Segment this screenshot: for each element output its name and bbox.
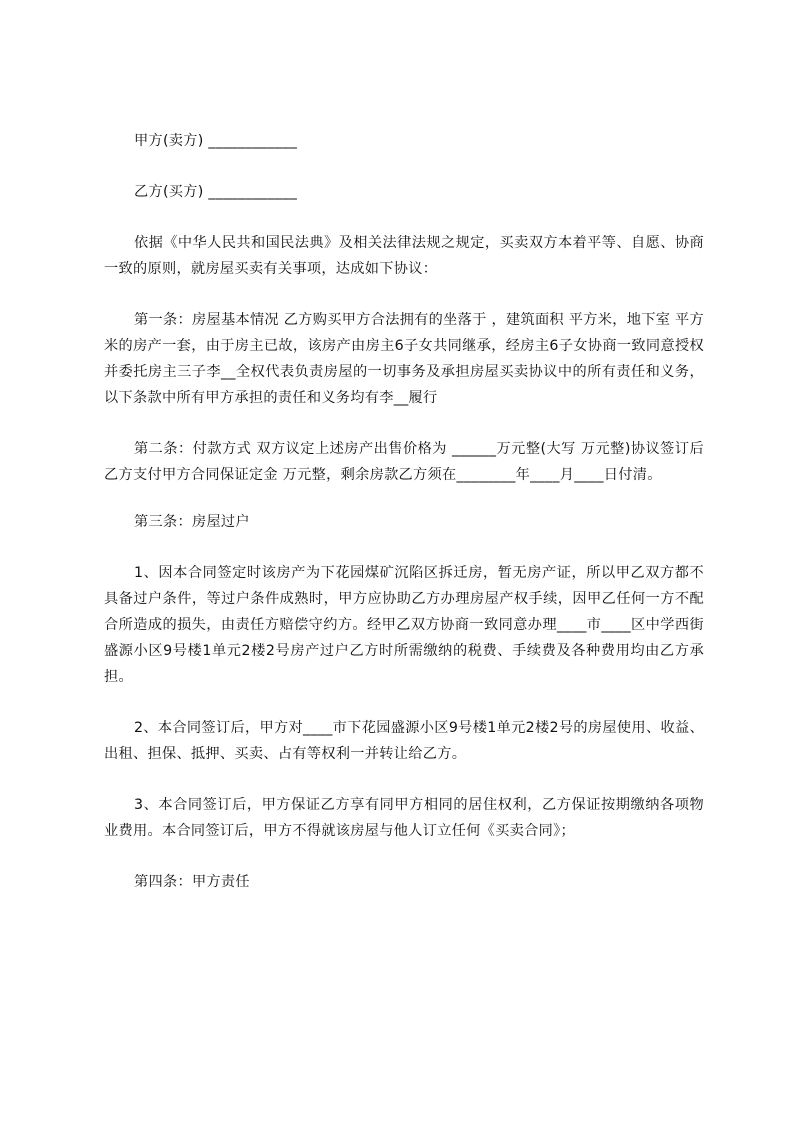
article-3-clause-1: 1、因本合同签定时该房产为下花园煤矿沉陷区拆迁房，暂无房产证，所以甲乙双方都不具备过户条件，等过户条件成熟时，甲方应协助乙方办理房屋产权手续，因甲乙任何一方不配合所造成的损失，由责任方赔偿守约方。经甲乙双方协商一致同意办理____市____区中学西街盛源小区9号楼1单元2楼2号房产过户乙方时所需缴纳的税费、手续费及各种费用均由乙方承担。 — [104, 565, 704, 685]
article-3-heading: 第三条：房屋过户 — [134, 514, 250, 530]
article-3-clause-3: 3、本合同签订后，甲方保证乙方享有同甲方相同的居住权利，乙方保证按期缴纳各项物业费用。本合同签订后，甲方不得就该房屋与他人订立任何《买卖合同》； — [104, 797, 704, 839]
article-4-heading: 第四条：甲方责任 — [134, 874, 250, 890]
preamble-paragraph: 依据《中华人民共和国民法典》及相关法律法规之规定，买卖双方本着平等、自愿、协商一致的原则，就房屋买卖有关事项，达成如下协议： — [104, 235, 704, 277]
contract-body — [104, 128, 704, 895]
seller-line: 甲方(卖方) ____________ — [134, 133, 298, 149]
article-3-clause-2: 2、本合同签订后，甲方对____市下花园盛源小区9号楼1单元2楼2号的房屋使用、收益、出租、担保、抵押、买卖、占有等权利一并转让给乙方。 — [104, 720, 704, 762]
article-2-paragraph: 第二条：付款方式 双方议定上述房产出售价格为 ______万元整(大写 万元整)协议签订后乙方支付甲方合同保证定金 万元整，剩余房款乙方须在________年____月____日付清。 — [104, 441, 704, 483]
buyer-line: 乙方(买方) ____________ — [134, 184, 298, 200]
article-1-paragraph: 第一条：房屋基本情况 乙方购买甲方合法拥有的坐落于 ，建筑面积 平方米，地下室 平方米的房产一套，由于房主已故，该房产由房主6子女共同继承，经房主6子女协商一致同意授权并委托房主三子李__全权代表负责房屋的一切事务及承担房屋买卖协议中的所有责任和义务，以下条款中所有甲方承担的责任和义务均有李__履行 — [104, 312, 704, 406]
